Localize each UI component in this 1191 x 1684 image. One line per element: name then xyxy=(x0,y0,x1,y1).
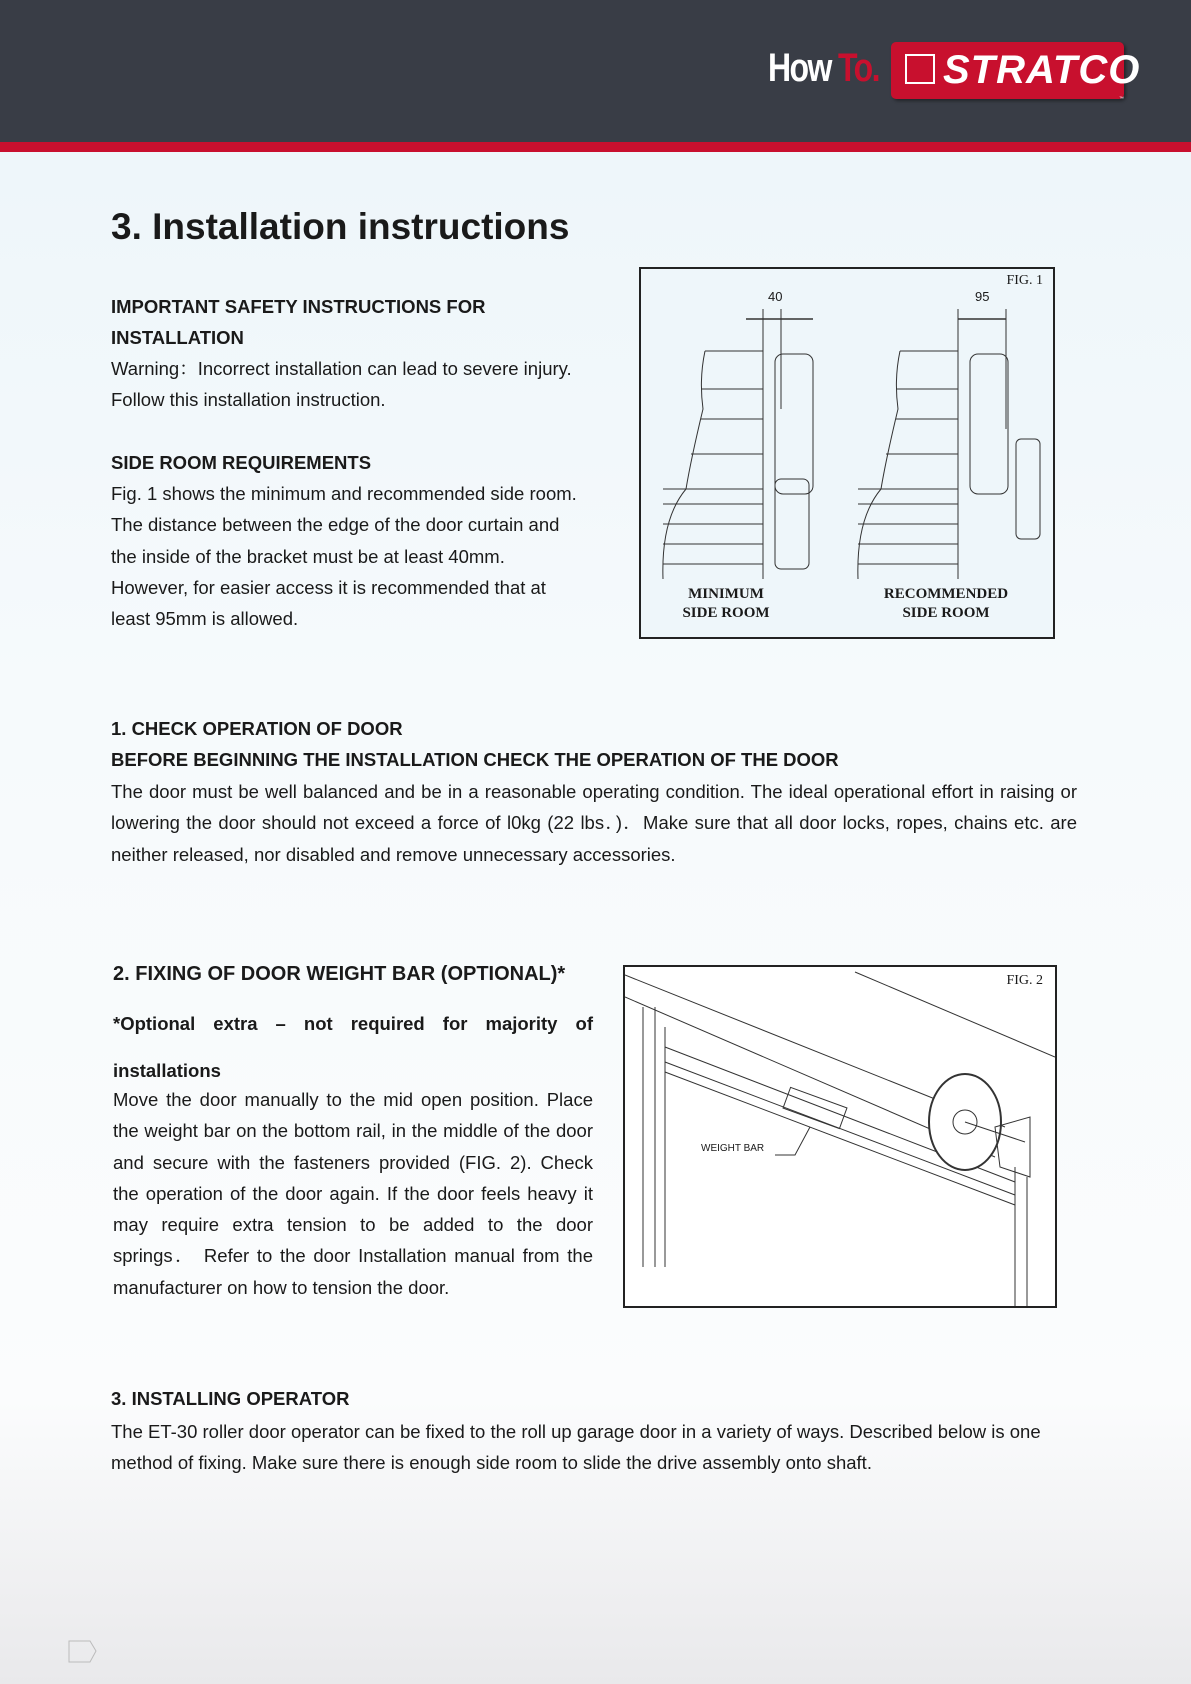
howto-logo xyxy=(768,46,879,91)
step3-text: The ET-30 roller door operator can be fixed to the roll up garage door in a variety of ways. Described below is one method of fixing. Make sure there is enough side room to slide the drive assembly onto shaft. xyxy=(111,1421,1041,1474)
caption-min-line1: MINIMUM xyxy=(688,586,764,602)
safety-text: Warning：Incorrect installation can lead to severe injury. Follow this installation instruction. xyxy=(111,358,572,411)
step3-heading: 3. INSTALLING OPERATOR xyxy=(111,1388,350,1409)
stratco-wordmark: STRATCO xyxy=(943,48,1141,92)
trademark: ™ xyxy=(1119,96,1124,102)
step1-subheading: BEFORE BEGINNING THE INSTALLATION CHECK THE OPERATION OF THE DOOR xyxy=(111,749,839,770)
side-room-heading: SIDE ROOM REQUIREMENTS xyxy=(111,452,372,473)
step1-heading: 1. CHECK OPERATION OF DOOR xyxy=(111,718,403,739)
step2-note: *Optional extra – not required for majority of installations xyxy=(113,1013,593,1081)
header-stripe xyxy=(0,142,1191,152)
step1-text: The door must be well balanced and be in a reasonable operating condition. The ideal operational effort in raising or lowering the door should not exceed a force of l0kg (22 lbs．)．Make sure that all door locks, ropes, chains etc. are neither released, nor disabled and remove unnecessary accessories. xyxy=(111,781,1077,865)
fig2-diagram xyxy=(623,965,1057,1308)
dim-min-label: 40 xyxy=(768,289,783,304)
page-title: 3. Installation instructions xyxy=(111,206,570,247)
stratco-logo xyxy=(891,42,1141,99)
stratco-mark-icon xyxy=(905,54,935,84)
side-room-drawing xyxy=(641,289,1053,589)
step2-text: Move the door manually to the mid open position. Place the weight bar on the bottom rail, in the middle of the door and secure with the fasteners provided (FIG. 2). Check the operation of the door again. If the door feels heavy it may require extra tension to be added to the door springs． Refer to the door Installation manual from the manufacturer on how to tension the door. xyxy=(113,1089,593,1298)
weight-bar-drawing xyxy=(625,967,1055,1306)
minimum-drawing xyxy=(663,309,813,579)
safety-heading: IMPORTANT SAFETY INSTRUCTIONS FOR INSTALLATION xyxy=(111,296,486,349)
caption-minimum xyxy=(661,585,791,623)
howto-how: How xyxy=(768,46,831,90)
side-room-text: Fig. 1 shows the minimum and recommended side room. The distance between the edge of the door curtain and the inside of the bracket must be at least 40mm. However, for easier access it is recommended that at least 95mm is allowed. xyxy=(111,483,577,630)
howto-to: To. xyxy=(838,46,879,90)
weight-bar-callout: WEIGHT BAR xyxy=(701,1143,765,1154)
recommended-drawing xyxy=(858,309,1040,579)
caption-min-line2: SIDE ROOM xyxy=(682,605,770,621)
fig1-label: FIG. 1 xyxy=(1006,273,1043,288)
caption-rec-line2: SIDE ROOM xyxy=(902,605,990,621)
step2-heading: 2. FIXING OF DOOR WEIGHT BAR (OPTIONAL)* xyxy=(113,963,566,985)
page-tab-icon xyxy=(68,1640,98,1664)
caption-recommended xyxy=(866,585,1026,623)
fig2-label: FIG. 2 xyxy=(1006,973,1043,988)
dim-rec-label: 95 xyxy=(975,289,990,304)
caption-rec-line1: RECOMMENDED xyxy=(883,586,1009,602)
fig1-diagram xyxy=(639,267,1055,639)
